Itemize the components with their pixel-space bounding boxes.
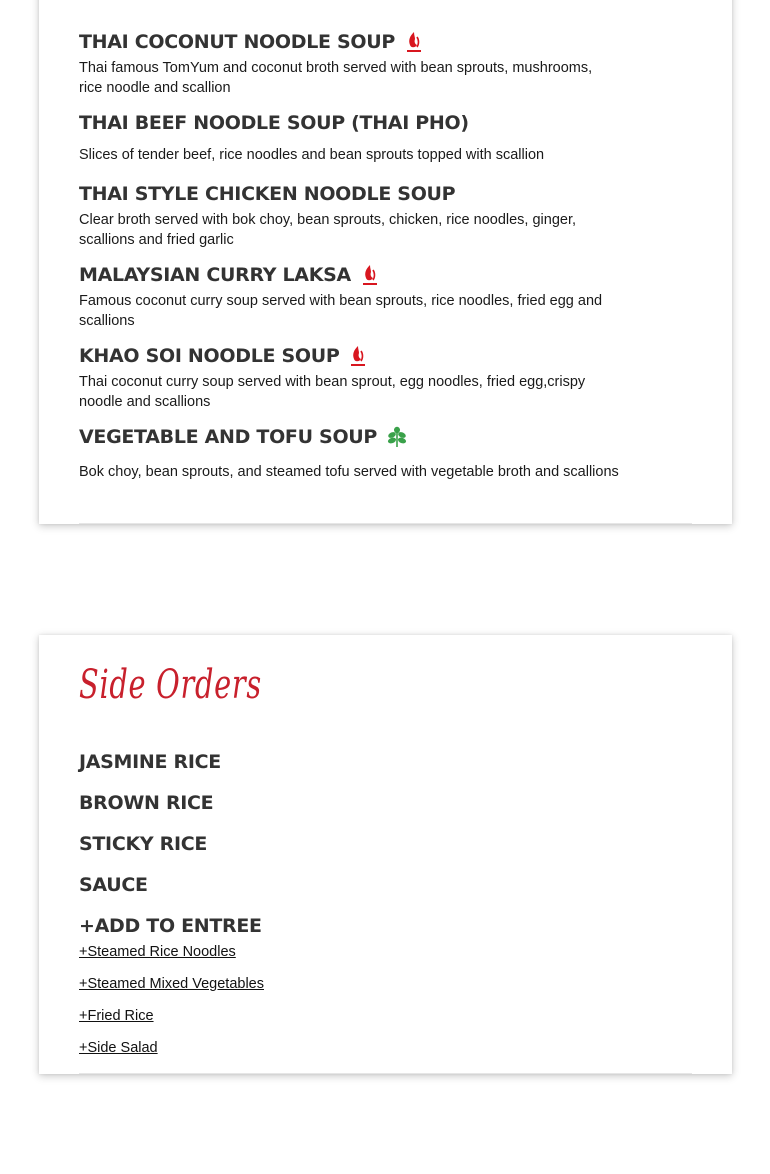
section-heading-side-orders: Side Orders: [79, 662, 262, 708]
menu-item-thai-beef-noodle-soup: [79, 111, 619, 165]
menu-item-thai-style-chicken-noodle-soup: [79, 182, 619, 250]
item-title-row: [79, 30, 619, 54]
side-item-jasmine-rice: JASMINE RICE: [79, 751, 221, 773]
menu-item-title: THAI BEEF NOODLE SOUP (THAI PHO): [79, 112, 469, 134]
menu-item-title: THAI COCONUT NOODLE SOUP: [79, 31, 396, 53]
spicy-chili-icon: [349, 345, 367, 367]
addon-link-steamed-mixed-vegetables[interactable]: +Steamed Mixed Vegetables: [79, 976, 264, 992]
menu-item-description: Thai famous TomYum and coconut broth served with bean sprouts, mushrooms, rice noodle and scallion: [79, 60, 593, 96]
item-title-row: [79, 111, 619, 135]
menu-item-title: THAI STYLE CHICKEN NOODLE SOUP: [79, 183, 456, 205]
soups-card: [39, 0, 732, 524]
addon-link-side-salad[interactable]: +Side Salad: [79, 1040, 158, 1056]
menu-item-title: VEGETABLE AND TOFU SOUP: [79, 426, 378, 448]
menu-item-description: Bok choy, bean sprouts, and steamed tofu served with vegetable broth and scallions: [79, 464, 619, 480]
vegetarian-leaf-icon: [387, 426, 407, 448]
menu-item-description: Famous coconut curry soup served with bean sprouts, rice noodles, fried egg and scallions: [79, 293, 603, 329]
card-divider: [79, 523, 692, 524]
menu-item-description: Slices of tender beef, rice noodles and bean sprouts topped with scallion: [79, 147, 545, 163]
menu-item-thai-coconut-noodle-soup: [79, 30, 619, 98]
item-title-row: [79, 263, 619, 287]
menu-item-title: KHAO SOI NOODLE SOUP: [79, 345, 340, 367]
side-item-add-to-entree: +ADD TO ENTREE: [79, 915, 262, 937]
side-orders-card: [39, 635, 732, 1074]
item-title-row: [79, 425, 619, 449]
menu-item-vegetable-and-tofu-soup: [79, 425, 619, 486]
side-item-sauce: SAUCE: [79, 874, 148, 896]
side-item-brown-rice: BROWN RICE: [79, 792, 214, 814]
menu-item-malaysian-curry-laksa: [79, 263, 619, 331]
spicy-chili-icon: [361, 264, 379, 286]
card-divider: [79, 1073, 692, 1074]
spicy-chili-icon: [405, 31, 423, 53]
menu-item-description: Clear broth served with bok choy, bean sprouts, chicken, rice noodles, ginger, scallions and fried garlic: [79, 212, 577, 248]
menu-item-description: Thai coconut curry soup served with bean sprout, egg noodles, fried egg,crispy noodle and scallions: [79, 374, 586, 410]
menu-item-title: MALAYSIAN CURRY LAKSA: [79, 264, 351, 286]
addon-link-steamed-rice-noodles[interactable]: +Steamed Rice Noodles: [79, 944, 236, 960]
side-item-sticky-rice: STICKY RICE: [79, 833, 208, 855]
addon-link-fried-rice[interactable]: +Fried Rice: [79, 1008, 154, 1024]
menu-item-khao-soi-noodle-soup: [79, 344, 619, 412]
item-title-row: [79, 344, 619, 368]
item-title-row: [79, 182, 619, 206]
